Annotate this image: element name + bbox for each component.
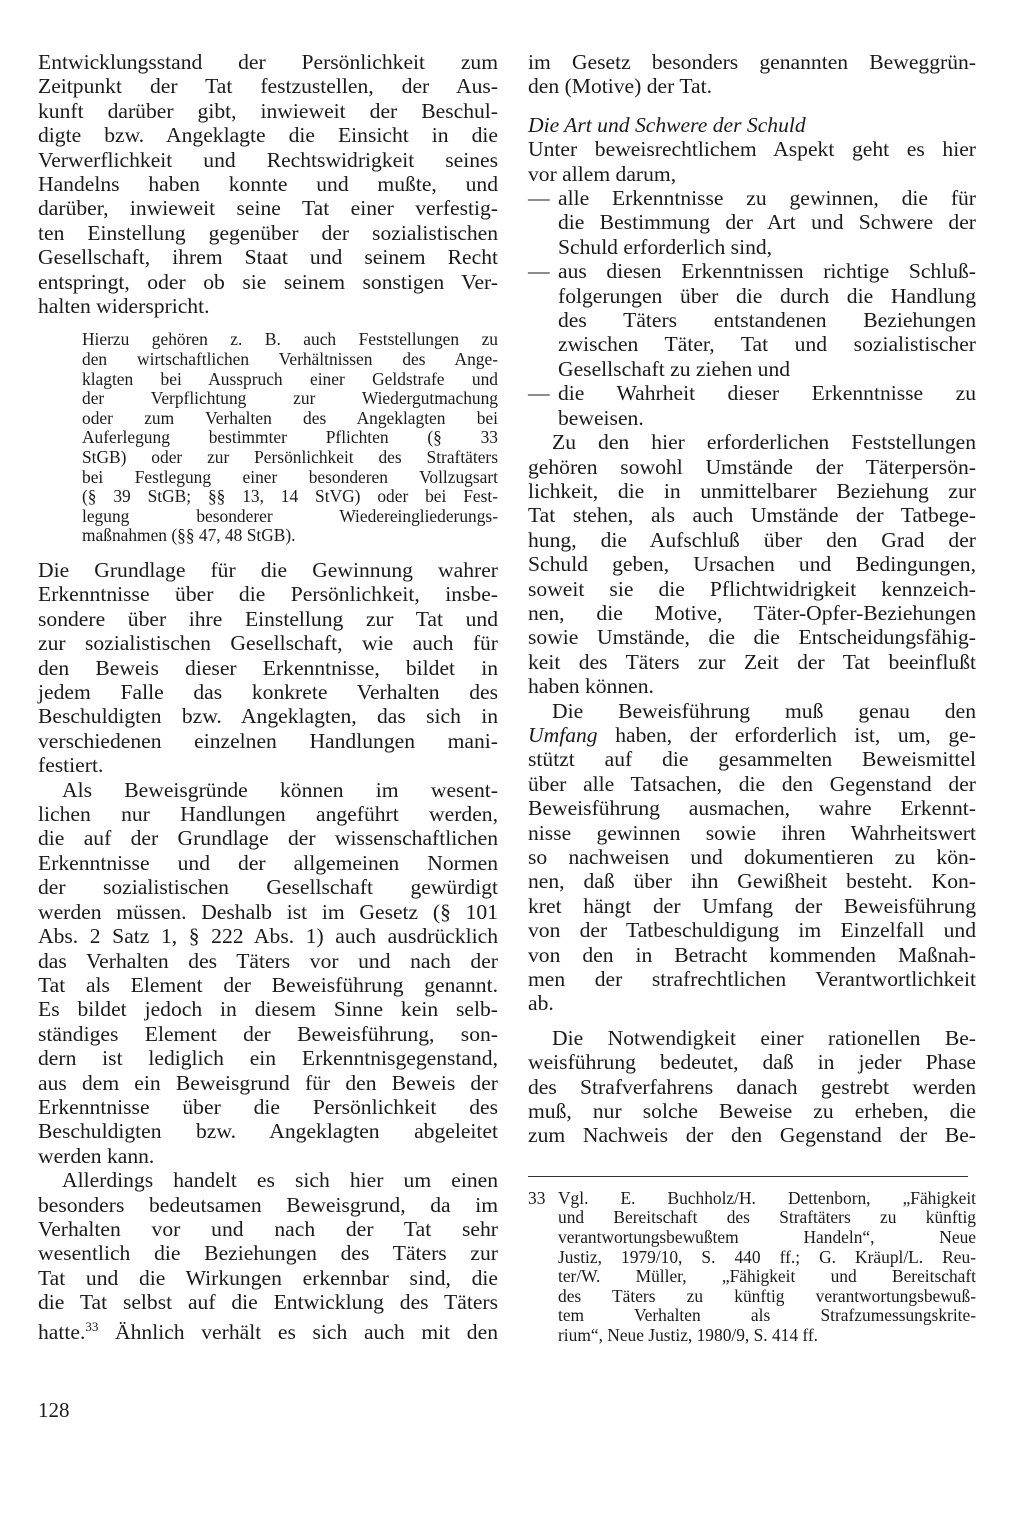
text-line: des Täters entstandenen Beziehungen <box>558 308 976 333</box>
right-paragraph-3 <box>528 699 976 1016</box>
text-line: lichen nur Handlungen angeführt werden, <box>38 802 498 827</box>
text-line: Als Beweisgründe können im wesent- <box>62 777 498 802</box>
text-line: ständiges Element der Beweisführung, son- <box>38 1021 498 1046</box>
text-line: über alle Tatsachen, die den Gegenstand der <box>528 771 976 796</box>
list-item <box>528 381 976 430</box>
text-line: beweisen. <box>558 405 644 430</box>
text-line: kunft darüber gibt, inwieweit der Beschul- <box>38 98 498 123</box>
footnote-line: des Täters zu künftig verantwortungsbewuß- <box>558 1285 976 1306</box>
text-line: jedem Falle das konkrete Verhalten des <box>38 680 498 705</box>
text-line: men der strafrechtlichen Verantwortlichkeit <box>528 967 976 992</box>
note-line: StGB) oder zur Persönlichkeit des Straftäters <box>82 447 498 468</box>
text-fragment: haben, der erforderlich ist, um, ge- <box>597 722 976 747</box>
footnote-first-line <box>528 1189 976 1209</box>
footnote-line: verantwortungsbewußtem Handeln“, Neue <box>558 1227 976 1248</box>
text-line: Tat stehen, als auch Umstände der Tatbege- <box>528 503 976 528</box>
section-heading: Die Art und Schwere der Schuld <box>528 112 806 137</box>
text-line: Tat als Element der Beweisführung genannt. <box>38 972 498 997</box>
right-intro <box>528 137 976 186</box>
text-line: von den in Betracht kommenden Maßnah- <box>528 942 976 967</box>
text-line: lichkeit, die in unmittelbarer Beziehung zur <box>528 478 976 503</box>
text-line: zum Nachweis der den Gegenstand der Be- <box>528 1123 976 1148</box>
text-line: nen, die Motive, Täter-Opfer-Beziehungen <box>528 600 976 625</box>
left-paragraph-3 <box>38 778 498 1169</box>
text-line: des Strafverfahrens danach gestrebt werden <box>528 1074 976 1099</box>
text-line: Allerdings handelt es sich hier um einen <box>62 1168 498 1193</box>
text-line: stützt auf die gesammelten Beweismittel <box>528 747 976 772</box>
text-line: muß, nur solche Beweise zu erheben, die <box>528 1099 976 1124</box>
note-line: den wirtschaftlichen Verhältnissen des Ange- <box>82 349 498 370</box>
text-line: Zeitpunkt der Tat festzustellen, der Aus- <box>38 74 498 99</box>
text-line: festiert. <box>38 753 104 778</box>
text-line: Beschuldigten bzw. Angeklagten, das sich in <box>38 704 498 729</box>
right-paragraph-4 <box>528 1026 976 1148</box>
note-line: der Verpflichtung zur Wiedergutmachung <box>82 388 498 409</box>
text-line: das Verhalten des Täters vor und nach der <box>38 948 498 973</box>
footnote-divider <box>528 1176 968 1177</box>
right-column <box>528 50 976 1346</box>
text-line: die Tat selbst auf die Entwicklung des Täters <box>38 1290 498 1315</box>
text-line: Entwicklungsstand der Persönlichkeit zum <box>38 50 498 74</box>
text-line: Die Grundlage für die Gewinnung wahrer <box>38 558 498 582</box>
text-line: digte bzw. Angeklagte die Einsicht in die <box>38 123 498 148</box>
text-line: Beweisführung ausmachen, wahre Erkennt- <box>528 796 976 821</box>
text-line: weisführung bedeutet, daß in jeder Phase <box>528 1050 976 1075</box>
footnote-line: Justiz, 1979/10, S. 440 ff.; G. Kräupl/L. Reu- <box>558 1246 976 1267</box>
right-paragraph-1 <box>528 50 976 99</box>
text-line: Tat und die Wirkungen erkennbar sind, die <box>38 1265 498 1290</box>
text-line: die Bestimmung der Art und Schwere der <box>558 210 976 235</box>
footnote-line: Vgl. E. Buchholz/H. Dettenborn, „Fähigkeit <box>558 1187 976 1208</box>
text-line: Verhalten vor und nach der Tat sehr <box>38 1216 498 1241</box>
note-line: legung besonderer Wiedereingliederungs- <box>82 505 498 526</box>
left-small-note <box>38 330 498 546</box>
footnote-line: und Bereitschaft des Straftäters zu künftig <box>558 1207 976 1228</box>
text-line: Die Beweisführung muß genau den <box>552 698 976 723</box>
text-line: zwischen Täter, Tat und sozialistischer <box>558 332 976 357</box>
left-column <box>38 50 498 1344</box>
text-line: wesentlich die Beziehungen des Täters zur <box>38 1241 498 1266</box>
emphasis-word: Umfang <box>528 722 598 747</box>
footnote-line: tem Verhalten als Strafzumessungskrite- <box>558 1305 976 1326</box>
text-fragment: hatte. <box>38 1319 86 1344</box>
text-line: darüber, inwieweit seine Tat einer verfestig- <box>38 196 498 221</box>
text-line: nisse gewinnen sowie ihren Wahrheitswert <box>528 820 976 845</box>
text-line: folgerungen über die durch die Handlung <box>558 283 976 308</box>
footnote-reference[interactable]: 33 <box>85 1318 99 1334</box>
text-line: Erkenntnisse über die Persönlichkeit des <box>38 1094 498 1119</box>
footnote-line: ter/W. Müller, „Fähigkeit und Bereitschaft <box>558 1266 976 1287</box>
text-line: keit des Täters zur Zeit der Tat beeinflußt <box>528 649 976 674</box>
text-line: Zu den hier erforderlichen Feststellungen <box>552 430 976 455</box>
text-line: Beschuldigten bzw. Angeklagten abgeleitet <box>38 1119 498 1144</box>
text-line-with-footnote-ref <box>38 1315 498 1345</box>
text-line: besonders bedeutsamen Beweisgrund, da im <box>38 1192 498 1217</box>
text-line: die Wahrheit dieser Erkenntnisse zu <box>558 381 976 406</box>
text-line: die auf der Grundlage der wissenschaftlichen <box>38 826 498 851</box>
text-line: sowie Umstände, die die Entscheidungsfähig- <box>528 625 976 650</box>
text-line: den Beweis dieser Erkenntnisse, bildet in <box>38 655 498 680</box>
note-line: klagten bei Ausspruch einer Geldstrafe und <box>82 368 498 389</box>
text-line: dern ist lediglich ein Erkenntnisgegenstand, <box>38 1046 498 1071</box>
text-line: ab. <box>528 991 554 1016</box>
text-line: Erkenntnisse über die Persönlichkeit, insbe- <box>38 582 498 607</box>
text-line: vor allem darum, <box>528 161 677 186</box>
text-line: entspringt, oder ob sie seinem sonstigen Ver- <box>38 269 498 294</box>
text-line: im Gesetz besonders genannten Beweggrün- <box>528 50 976 74</box>
text-line: Schuld geben, Ursachen und Bedingungen, <box>528 552 976 577</box>
text-line: Gesellschaft, ihrem Staat und seinem Recht <box>38 245 498 270</box>
text-line: aus diesen Erkenntnissen richtige Schluß- <box>558 259 976 284</box>
text-line: werden müssen. Deshalb ist im Gesetz (§ 101 <box>38 899 498 924</box>
left-paragraph-4 <box>38 1168 498 1344</box>
text-line: Es bildet jedoch in diesem Sinne kein selb- <box>38 997 498 1022</box>
text-line: haben können. <box>528 674 654 699</box>
text-line: Erkenntnisse und der allgemeinen Normen <box>38 850 498 875</box>
dash-bullet: — <box>528 259 550 284</box>
text-line: werden kann. <box>38 1143 155 1168</box>
text-line: zur sozialistischen Gesellschaft, wie auch für <box>38 631 498 656</box>
text-line: nen, daß über ihn Gewißheit besteht. Kon- <box>528 869 976 894</box>
text-line: Die Notwendigkeit einer rationellen Be- <box>552 1025 976 1050</box>
text-line: kret hängt der Umfang der Beweisführung <box>528 893 976 918</box>
note-line: bei Festlegung einer besonderen Vollzugsart <box>82 466 498 487</box>
text-line: verschiedenen einzelnen Handlungen mani- <box>38 728 498 753</box>
footnote <box>528 1189 976 1346</box>
right-paragraph-2 <box>528 430 976 698</box>
page-number: 128 <box>38 1398 70 1422</box>
left-paragraph-1 <box>38 50 498 318</box>
list-item <box>528 259 976 381</box>
text-line: von der Tatbeschuldigung im Einzelfall und <box>528 918 976 943</box>
text-line: Schuld erforderlich sind, <box>558 234 773 259</box>
text-line: halten widerspricht. <box>38 294 210 319</box>
note-line: maßnahmen (§§ 47, 48 StGB). <box>82 525 296 546</box>
text-fragment: Ähnlich verhält es sich auch mit den <box>98 1319 498 1344</box>
footnote-number: 33 <box>528 1187 546 1208</box>
note-line: Auferlegung bestimmter Pflichten (§ 33 <box>82 427 498 448</box>
dash-bullet: — <box>528 186 550 211</box>
text-line: der sozialistischen Gesellschaft gewürdigt <box>38 875 498 900</box>
left-paragraph-2 <box>38 558 498 778</box>
text-line: so nachweisen und dokumentieren zu kön- <box>528 845 976 869</box>
text-line: alle Erkenntnisse zu gewinnen, die für <box>558 186 976 211</box>
text-line: gehören sowohl Umstände der Täterpersön- <box>528 454 976 479</box>
text-line: Gesellschaft zu ziehen und <box>558 356 791 381</box>
text-line: Abs. 2 Satz 1, § 222 Abs. 1) auch ausdrücklich <box>38 924 498 949</box>
note-line: Hierzu gehören z. B. auch Feststellungen zu <box>82 329 498 350</box>
text-line: aus dem ein Beweisgrund für den Beweis der <box>38 1070 498 1095</box>
text-line: ten Einstellung gegenüber der sozialistischen <box>38 220 498 245</box>
text-line: soweit sie die Pflichtwidrigkeit kennzeich- <box>528 576 976 601</box>
text-line: Verwerflichkeit und Rechtswidrigkeit seines <box>38 147 498 172</box>
text-line: Unter beweisrechtlichem Aspekt geht es hier <box>528 137 976 162</box>
text-line: den (Motive) der Tat. <box>528 74 712 99</box>
footnote-line: rium“, Neue Justiz, 1980/9, S. 414 ff. <box>558 1325 819 1346</box>
dash-bullet: — <box>528 381 550 406</box>
text-line-with-emphasis <box>528 723 976 747</box>
text-line: hung, die Aufschluß über den Grad der <box>528 527 976 552</box>
list-item <box>528 186 976 259</box>
note-line: (§ 39 StGB; §§ 13, 14 StVG) oder bei Fest- <box>82 486 498 507</box>
note-line: oder zum Verhalten des Angeklagten bei <box>82 407 498 428</box>
text-line: sondere über ihre Einstellung zur Tat und <box>38 606 498 631</box>
text-line: Handelns haben konnte und mußte, und <box>38 172 498 197</box>
